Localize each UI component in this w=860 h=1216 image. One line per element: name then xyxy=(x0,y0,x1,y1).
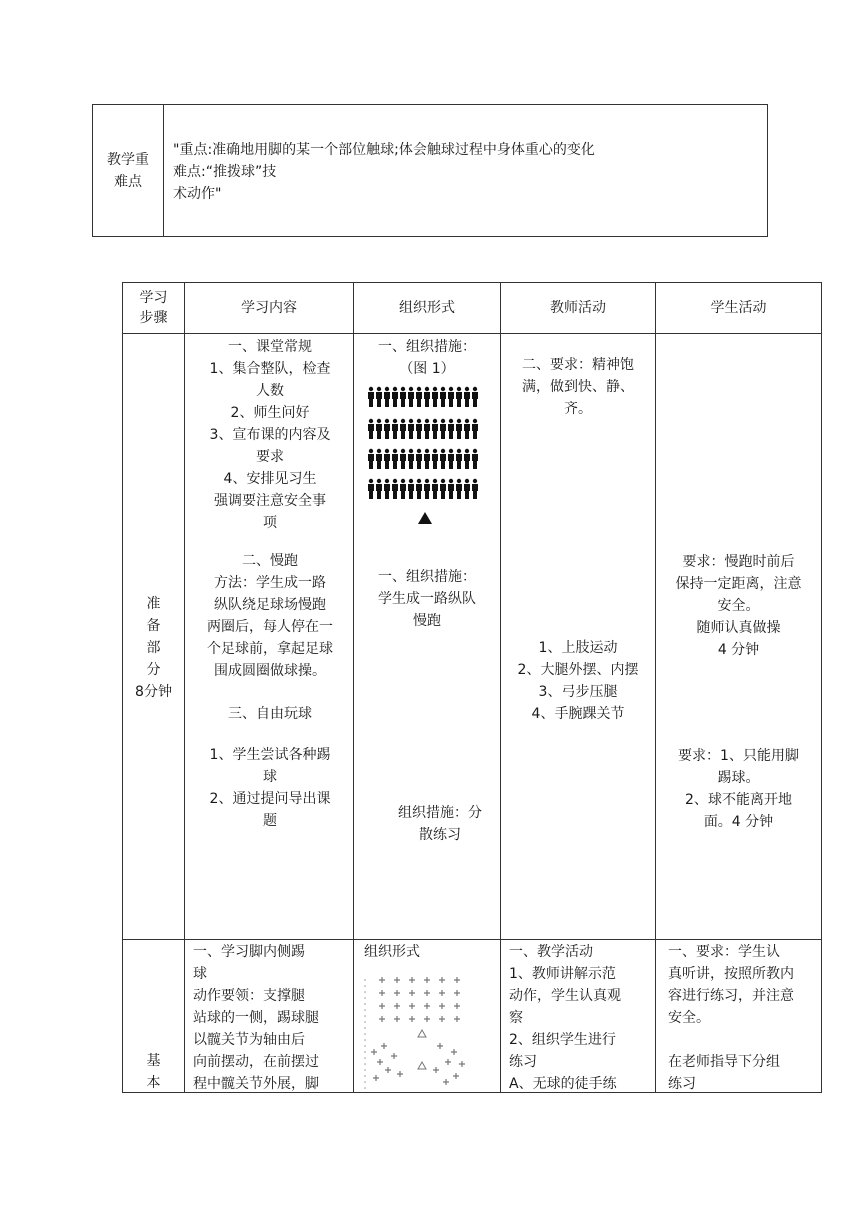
person-figure-icon xyxy=(400,419,406,439)
person-figure-icon xyxy=(368,449,374,469)
player-cross-icon xyxy=(391,1053,397,1059)
person-figure-icon xyxy=(368,479,374,499)
person-figure-icon xyxy=(416,449,422,469)
person-figure-icon xyxy=(368,419,374,439)
student-block: 要求：1、只能用脚 踢球。 2、球不能离开地 面。4 分钟 xyxy=(678,748,799,830)
person-figure-icon xyxy=(384,479,390,499)
player-cross-icon xyxy=(443,1079,449,1085)
content-block: 一、学习脚内侧踢 球 动作要领：支撑腿 站球的一侧，踢球腿 以髋关节为轴由后 向前摆动，在前摆过 程中髋关节外展，脚 xyxy=(193,944,319,1092)
player-cross-icon xyxy=(424,990,430,996)
header-step: 学习 步骤 xyxy=(139,290,168,326)
player-cross-icon xyxy=(409,990,415,996)
person-figure-icon xyxy=(392,419,398,439)
person-figure-icon xyxy=(392,387,398,407)
player-cross-icon xyxy=(377,1059,383,1065)
player-cross-icon xyxy=(439,977,445,983)
player-cross-icon xyxy=(433,1067,439,1073)
boundary-dot xyxy=(364,979,366,981)
player-cross-icon xyxy=(439,990,445,996)
player-cross-icon xyxy=(454,1016,460,1022)
column-divider xyxy=(353,282,354,1093)
player-cross-icon xyxy=(394,990,400,996)
boundary-dot xyxy=(364,1039,366,1041)
person-figure-icon xyxy=(456,449,462,469)
teacher-triangle-icon xyxy=(418,512,432,524)
content-block: 一、课堂常规 1、集合整队，检查 人数 2、师生问好 3、宣布课的内容及 要求 4、安排见习生 强调要注意安全事 项 xyxy=(209,339,331,531)
person-figure-icon xyxy=(456,419,462,439)
player-cross-icon xyxy=(379,1003,385,1009)
person-figure-icon xyxy=(472,387,478,407)
person-figure-icon xyxy=(448,449,454,469)
person-figure-icon xyxy=(376,449,382,469)
player-cross-icon xyxy=(409,977,415,983)
table-border-right xyxy=(821,282,822,1093)
person-figure-icon xyxy=(424,387,430,407)
boundary-dot xyxy=(364,1075,366,1077)
person-figure-icon xyxy=(440,479,446,499)
player-cross-icon xyxy=(453,1073,459,1079)
player-cross-icon xyxy=(454,977,460,983)
step-preparation: 准 备 部 分 8分钟 xyxy=(135,596,172,700)
player-cross-icon xyxy=(373,1075,379,1081)
content-block: 1、学生尝试各种踢 球 2、通过提问导出课 题 xyxy=(209,747,331,829)
org-block: 一、组织措施： 学生成一路纵队 慢跑 xyxy=(378,569,476,629)
player-cross-icon xyxy=(424,1003,430,1009)
person-figure-icon xyxy=(384,419,390,439)
boundary-dot xyxy=(364,1009,366,1011)
player-cross-icon xyxy=(439,1016,445,1022)
person-figure-icon xyxy=(376,479,382,499)
person-figure-icon xyxy=(432,479,438,499)
player-cross-icon xyxy=(394,977,400,983)
person-figure-icon xyxy=(432,419,438,439)
player-cross-icon xyxy=(397,1071,403,1077)
player-cross-icon xyxy=(409,1003,415,1009)
player-cross-icon xyxy=(379,1016,385,1022)
person-figure-icon xyxy=(464,449,470,469)
step-basic: 基 本 xyxy=(146,1053,161,1091)
boundary-dot xyxy=(364,1027,366,1029)
teacher-block: 一、教学活动 1、教师讲解示范 动作，学生认真观 察 2、组织学生进行 练习 A、无球的徒手练 xyxy=(509,944,621,1092)
boundary-dot xyxy=(364,1051,366,1053)
boundary-dot xyxy=(364,1045,366,1047)
column-divider xyxy=(655,282,656,1093)
player-cross-icon xyxy=(451,1049,457,1055)
teacher-triangle-icon xyxy=(418,1062,426,1069)
student-block: 一、要求：学生认 真听讲，按照所教内 容进行练习，并注意 安全。 在老师指导下分组 练习 xyxy=(668,944,794,1092)
player-cross-icon xyxy=(371,1049,377,1055)
org-block: 一、组织措施： （图 1） xyxy=(378,339,476,377)
person-figure-icon xyxy=(400,479,406,499)
person-figure-icon xyxy=(400,449,406,469)
boundary-dot xyxy=(364,985,366,987)
player-cross-icon xyxy=(424,1016,430,1022)
key-points-content: "重点:准确地用脚的某一个部位触球;体会触球过程中身体重心的变化 难点:“推拨球”技 术动作" xyxy=(173,142,595,202)
person-figure-icon xyxy=(456,387,462,407)
person-figure-icon xyxy=(424,419,430,439)
player-cross-icon xyxy=(459,1061,465,1067)
person-figure-icon xyxy=(408,419,414,439)
person-figure-icon xyxy=(376,387,382,407)
practice-diagram xyxy=(360,970,492,1090)
person-figure-icon xyxy=(408,449,414,469)
player-cross-icon xyxy=(424,977,430,983)
student-block: 要求：慢跑时前后 保持一定距离，注意 安全。 随师认真做操 4 分钟 xyxy=(675,554,802,658)
person-figure-icon xyxy=(384,449,390,469)
boundary-dot xyxy=(364,1069,366,1071)
person-figure-icon xyxy=(408,387,414,407)
player-cross-icon xyxy=(394,1016,400,1022)
person-figure-icon xyxy=(440,449,446,469)
boundary-dot xyxy=(364,1021,366,1023)
person-figure-icon xyxy=(424,449,430,469)
person-figure-icon xyxy=(440,419,446,439)
header-teacher: 教师活动 xyxy=(550,300,606,316)
person-figure-icon xyxy=(456,479,462,499)
person-figure-icon xyxy=(392,449,398,469)
person-figure-icon xyxy=(424,479,430,499)
person-figure-icon xyxy=(416,479,422,499)
person-figure-icon xyxy=(416,387,422,407)
player-cross-icon xyxy=(394,1003,400,1009)
key-points-label: 教学重 难点 xyxy=(93,105,164,236)
player-cross-icon xyxy=(439,1003,445,1009)
content-block: 三、自由玩球 xyxy=(228,706,312,722)
person-figure-icon xyxy=(448,387,454,407)
boundary-dot xyxy=(364,1003,366,1005)
player-cross-icon xyxy=(454,990,460,996)
teacher-block: 二、要求：精神饱 满，做到快、静、 齐。 xyxy=(522,357,634,417)
formation-diagram xyxy=(368,384,486,532)
player-cross-icon xyxy=(379,990,385,996)
person-figure-icon xyxy=(464,387,470,407)
person-figure-icon xyxy=(432,449,438,469)
person-figure-icon xyxy=(384,387,390,407)
row-divider xyxy=(122,939,822,940)
player-cross-icon xyxy=(445,1059,451,1065)
org-block: 组织形式 xyxy=(364,944,420,960)
column-divider xyxy=(184,282,185,1093)
header-organization: 组织形式 xyxy=(399,300,455,316)
teacher-triangle-icon xyxy=(418,1030,426,1037)
person-figure-icon xyxy=(448,479,454,499)
boundary-dot xyxy=(364,1015,366,1017)
player-cross-icon xyxy=(454,1003,460,1009)
player-cross-icon xyxy=(381,1043,387,1049)
person-figure-icon xyxy=(376,419,382,439)
person-figure-icon xyxy=(408,479,414,499)
org-block: 组织措施：分 散练习 xyxy=(398,805,482,843)
player-cross-icon xyxy=(437,1043,443,1049)
person-figure-icon xyxy=(368,387,374,407)
person-figure-icon xyxy=(472,419,478,439)
person-figure-icon xyxy=(464,419,470,439)
boundary-dot xyxy=(364,1087,366,1089)
key-points-table xyxy=(92,104,768,237)
boundary-dot xyxy=(364,1063,366,1065)
boundary-dot xyxy=(364,997,366,999)
person-figure-icon xyxy=(464,479,470,499)
boundary-dot xyxy=(364,991,366,993)
row-divider xyxy=(122,333,822,334)
boundary-dot xyxy=(364,1033,366,1035)
boundary-dot xyxy=(364,1081,366,1083)
player-cross-icon xyxy=(379,977,385,983)
person-figure-icon xyxy=(432,387,438,407)
column-divider xyxy=(500,282,501,1093)
content-block: 二、慢跑 方法：学生成一路 纵队绕足球场慢跑 两圈后，每人停在一 个足球前，拿起足球 围成圆圈做球操。 xyxy=(207,553,333,679)
player-cross-icon xyxy=(385,1067,391,1073)
person-figure-icon xyxy=(392,479,398,499)
person-figure-icon xyxy=(448,419,454,439)
person-figure-icon xyxy=(472,449,478,469)
header-content: 学习内容 xyxy=(241,300,297,316)
boundary-dot xyxy=(364,1057,366,1059)
person-figure-icon xyxy=(440,387,446,407)
player-cross-icon xyxy=(409,1016,415,1022)
teacher-block: 1、上肢运动 2、大腿外摆、内摆 3、弓步压腿 4、手腕踝关节 xyxy=(517,640,639,722)
header-student: 学生活动 xyxy=(710,300,767,316)
person-figure-icon xyxy=(472,479,478,499)
person-figure-icon xyxy=(400,387,406,407)
person-figure-icon xyxy=(416,419,422,439)
